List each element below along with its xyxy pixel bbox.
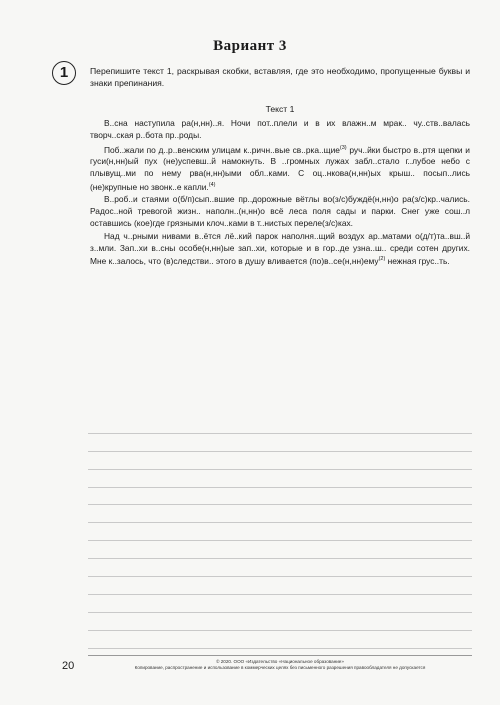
footnote-mark: (4): [208, 181, 216, 188]
copyright-notice: © 2020. ООО «Издательство «Национальное образование» Копирование, распространение и использование в коммерческих целях без письменного разрешения правообладателя не допускается: [134, 659, 426, 670]
answer-line[interactable]: [88, 434, 472, 452]
paragraph-4: Над ч..рными нивами в..ётся лё..кий парок наполня..щий воздух ар..матами о(д/т)та..вш..й з..мли. Зап..хи в..сны особе(н,нн)ые зап..хи, которые и в гор..де узна..ш.. среди сотен других. Мне к..залось, что (в)следстви.. этого в душу вливается (по)в..се(н,нн)ему$^{(2)}$ нежная грус..ть.: [90, 230, 470, 267]
answer-line[interactable]: [88, 416, 472, 434]
answer-line[interactable]: [88, 541, 472, 559]
footnote-mark: (2): [378, 256, 386, 263]
page-number: 20: [62, 660, 75, 672]
paragraph-3: В..роб..и стаями о(б/п)сып..вшие пр..дорожные вётлы во(з/с)буждё(н,нн)о ра(з/с)кр..чались. Радос..ной тревогой жизн.. наполн..(н,нн)о всё леса поля сады и парки. Снег уже сош..л оставшись (кое)где грязными клоч..ками в т..нистых переле(з/с)ках.: [90, 194, 470, 228]
answer-line[interactable]: [88, 505, 472, 523]
answer-line[interactable]: [88, 631, 472, 649]
task-instruction: Перепишите текст 1, раскрывая скобки, вставляя, где это необходимо, пропущенные буквы и знаки препинания.: [90, 66, 470, 88]
answer-line[interactable]: [88, 559, 472, 577]
task-number-badge: 1: [52, 61, 76, 85]
answer-line[interactable]: [88, 523, 472, 541]
answer-line[interactable]: [88, 488, 472, 506]
answer-line[interactable]: [88, 470, 472, 488]
variant-title: Вариант 3: [213, 38, 287, 54]
footer-divider: [88, 655, 472, 656]
paragraph-1: В..сна наступила ра(н,нн)..я. Ночи пот..плели и в их влажн..м мрак.. чу..ств..валась творч..ская р..бота пр..роды.: [90, 118, 470, 140]
answer-lines[interactable]: [88, 416, 472, 649]
footnote-mark: (3): [339, 144, 347, 151]
text-body: [90, 118, 470, 269]
answer-line[interactable]: [88, 452, 472, 470]
text-heading: Текст 1: [265, 104, 295, 114]
answer-line[interactable]: [88, 595, 472, 613]
answer-line[interactable]: [88, 577, 472, 595]
paragraph-2: Поб..жали по д..р..венским улицам к..ричн..вые св..рка..щие$^{(3)}$ руч..йки быстро в..ртя щепки и гуси(н,нн)ый пух (не)успевш..й намокнуть. В ..громных лужах забл..стало г..лубое небо с плывущ..ми по нему рва(н,нн)ыми обл..ками. С оц..нкова(н,нн)ых крыш.. посып..лись (не)крупные но звонк..е капли.$^{(4)}$: [90, 144, 470, 192]
answer-line[interactable]: [88, 613, 472, 631]
